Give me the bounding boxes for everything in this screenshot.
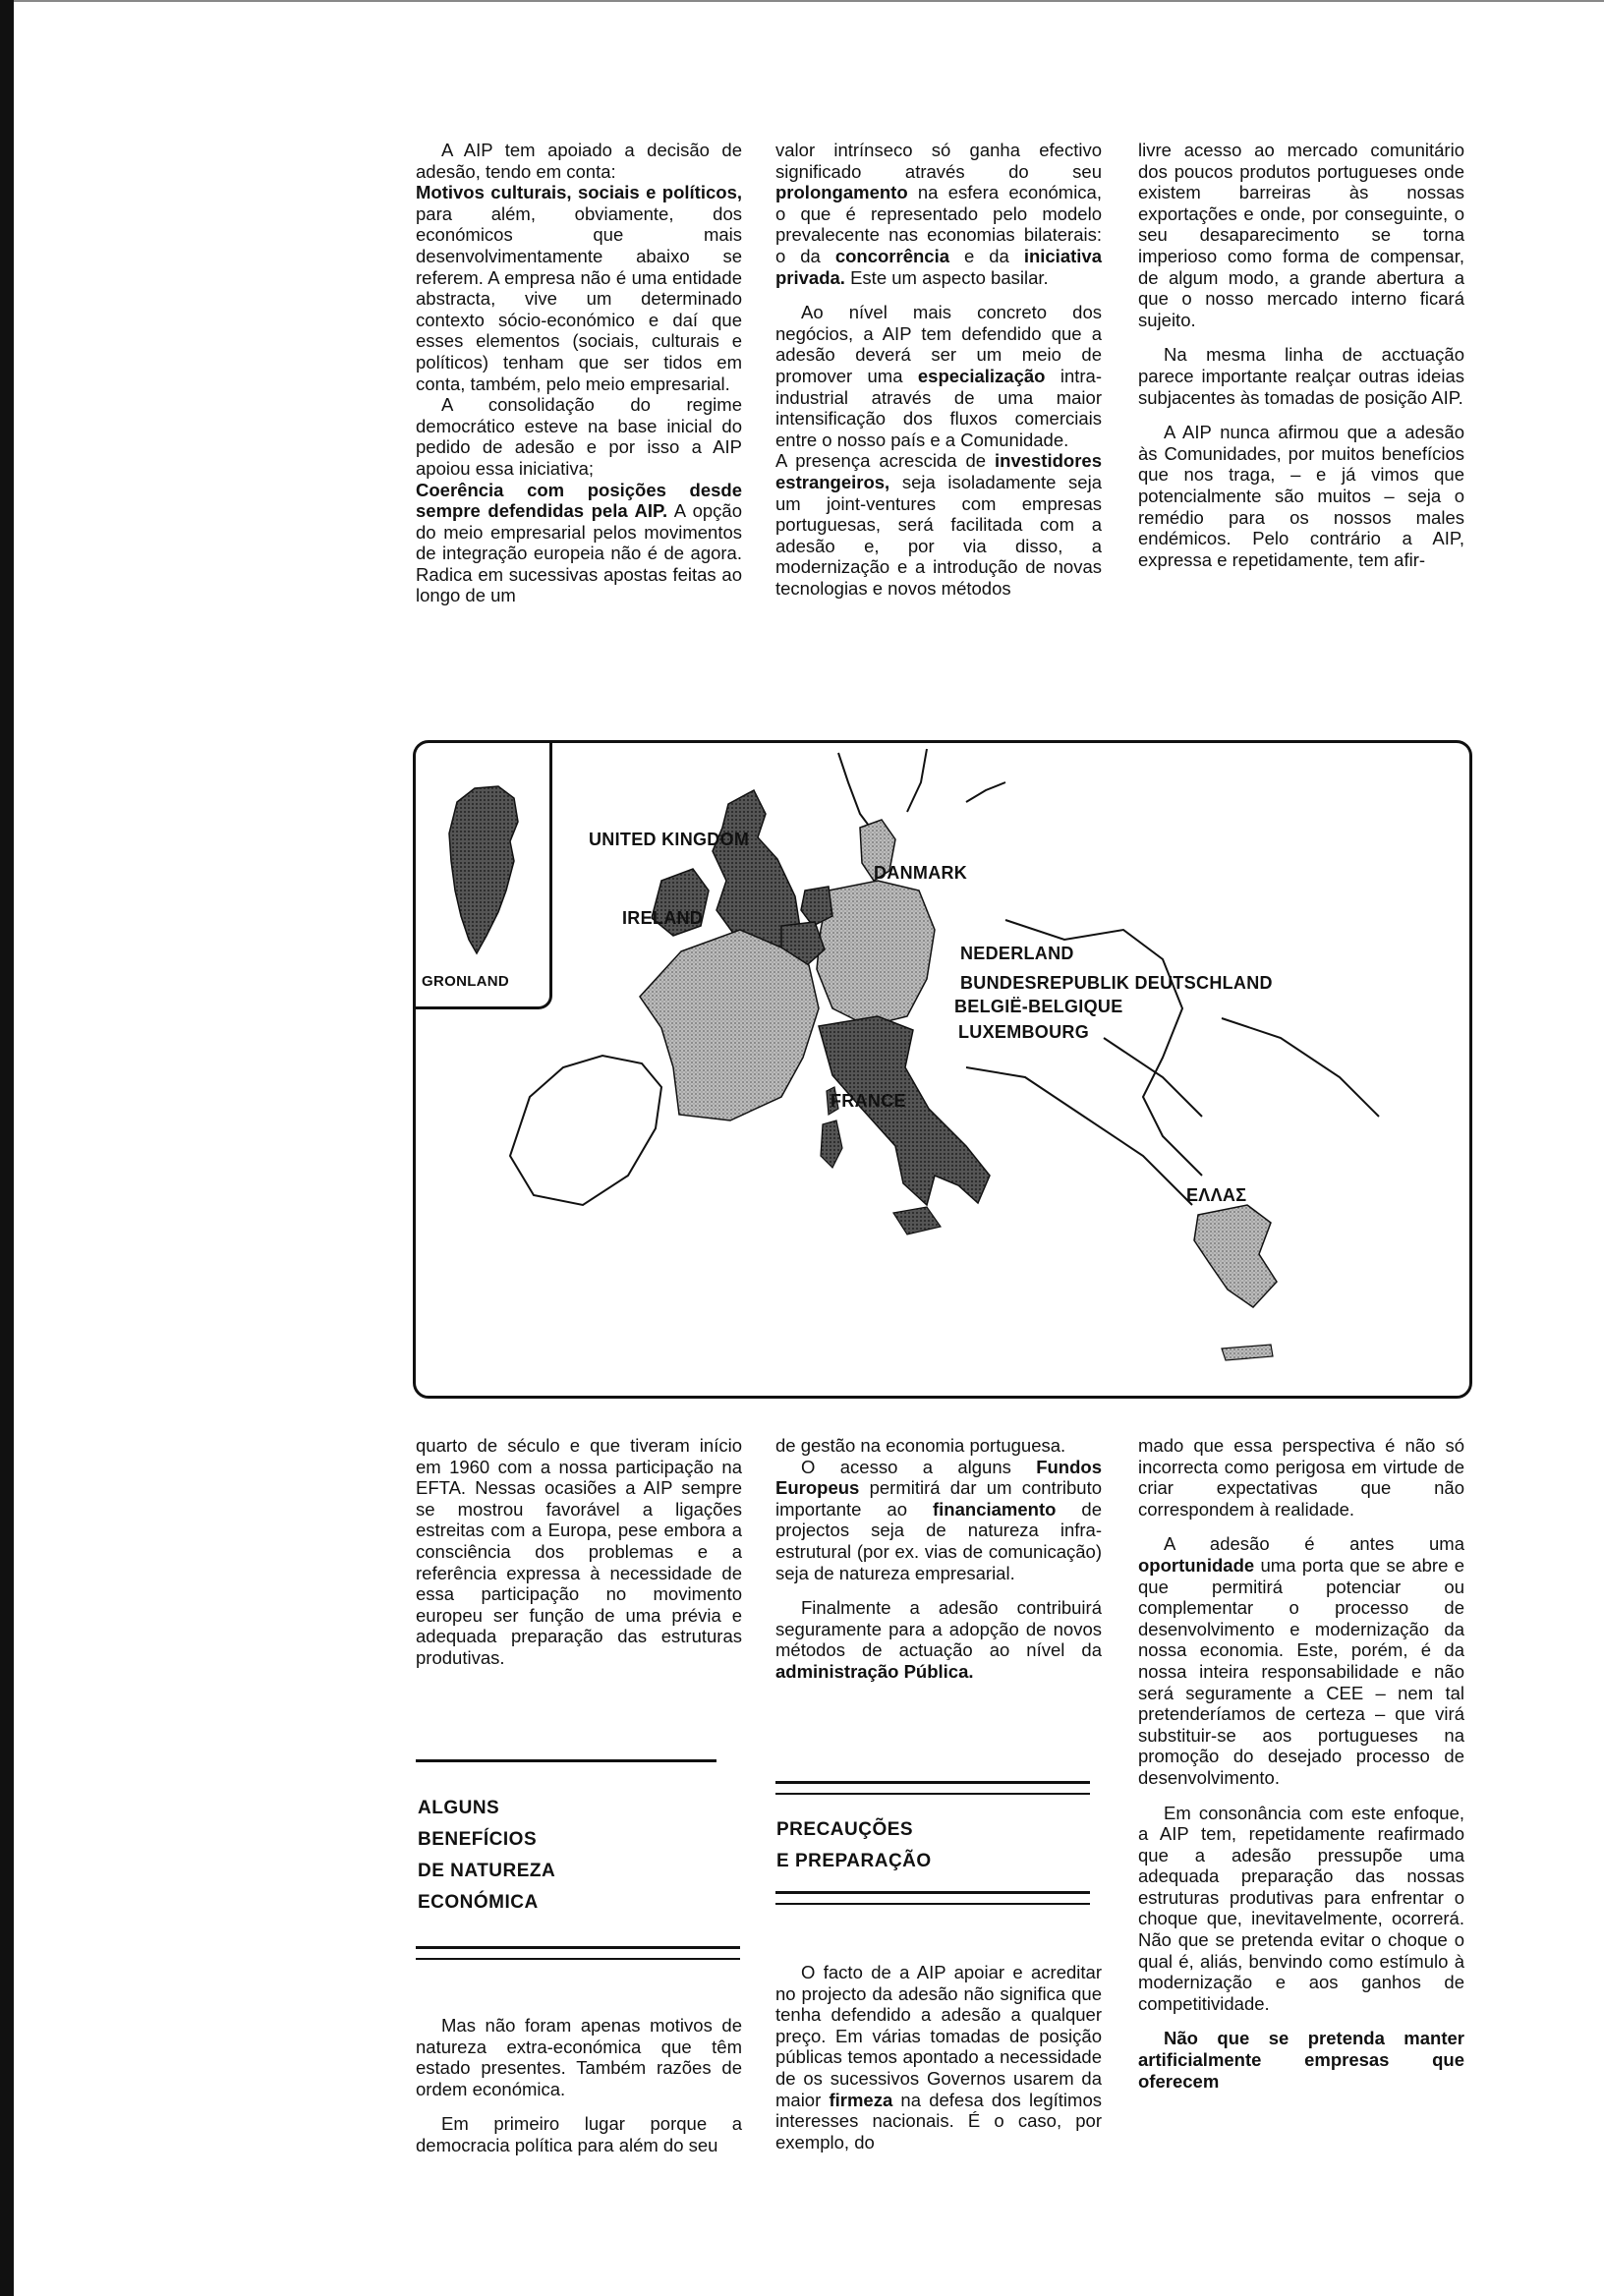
heading-line: E PREPARAÇÃO [776,1851,932,1871]
column-bottom-right [1138,1435,1464,2092]
paragraph [416,1435,742,1669]
text-run: oportunidade [1138,1554,1255,1576]
heading-line: DE NATUREZA [418,1861,556,1881]
text-run: Em primeiro lugar porque a democracia política para além do seu [416,2113,742,2155]
text-run: mado que essa perspectiva é não só incorrecta como perigosa em virtude de criar expectativas que não correspondem à realidade. [1138,1435,1464,1520]
text-run: iniciativa privada. [775,245,1102,288]
paragraph [775,450,1102,599]
text-run: na esfera económica, o que é representado pelo modelo prevalecente nas economias bilaterais: o da [775,182,1102,266]
paragraph [1138,1803,1464,2015]
text-run: na defesa dos legítimos interesses nacionais. É o caso, por exemplo, do [775,2089,1102,2152]
balkans-outline [966,1038,1202,1205]
map-label-deutschland: BUNDESREPUBLIK DEUTSCHLAND [960,973,1273,993]
paragraph [416,2113,742,2155]
paragraph [1138,140,1464,330]
heading-line: ECONÓMICA [418,1892,539,1913]
sicily-shape [893,1207,941,1234]
text-run: prolongamento [775,182,908,203]
text-run: Em consonância com este enfoque, a AIP tem, repetidamente reafirmado que a adesão pressupõe uma adequada preparação das nossas estruturas produtivas para enfrentar o choque que, inevitavelmente, ocorrerá. Não que se pretenda evitar o choque o qual é, aliás, benvindo como estímulo à modernização e aos ganhos de competitividade. [1138,1802,1464,2014]
text-run: para além, obviamente, dos económicos que mais desenvolvimentamente abaixo se referem. A empresa não é uma entidade abstracta, vive um determinado contexto sócio-económico e daí que esses elementos (sociais, culturais e políticos) tenham que ser tidos em conta, também, pelo meio empresarial. [416,202,742,394]
paragraph [416,182,742,394]
text-run: valor intrínseco só ganha efectivo significado através do seu [775,140,1102,182]
text-run: A AIP tem apoiado a decisão de adesão, tendo em conta: [416,140,742,182]
paragraph [416,140,742,182]
column-bottom-left-a [416,1435,742,1669]
column-top-right [1138,140,1464,570]
iberia-outline [510,1056,661,1205]
paragraph [775,1435,1102,1457]
text-run: Não que se pretenda manter artificialmente empresas que oferecem [1138,2028,1464,2092]
heading-rule-bottom-beneficios [416,1946,740,1949]
text-run: quarto de século e que tiveram início em 1960 com a nossa participação na EFTA. Nessas ocasiões a AIP sempre se mostrou favorável a ligações estreitas com a Europa, pese embora a consciência dos problemas e a referência expressa à necessidade de essa participação no movimento europeu ser função de uma prévia e adequada preparação das estruturas produtivas. [416,1435,742,1668]
map-label-belgie: BELGIË-BELGIQUE [954,997,1123,1016]
paragraph [1138,344,1464,408]
europe-map [413,740,1472,1399]
text-run: Motivos culturais, sociais e políticos, [416,182,742,203]
text-run: A AIP nunca afirmou que a adesão às Comunidades, por muitos benefícios que nos traga, – e já vimos que potencialmente são muitos – seja o remédio para os nossos males endémicos. Pelo contrário a AIP, expressa e repetidamente, tem afir- [1138,422,1464,570]
text-run: A consolidação do regime democrático esteve na base inicial do pedido de adesão e por isso a AIP apoiou essa iniciativa; [416,394,742,479]
heading-rule-bottom-precaucoes [775,1891,1090,1894]
heading-rule-top-precaucoes-2 [775,1793,1090,1795]
text-run: permitirá dar um contributo importante ao [775,1477,1102,1520]
heading-line: BENEFÍCIOS [418,1829,538,1850]
paragraph [775,1597,1102,1682]
france-shape [640,930,819,1120]
paragraph [1138,2028,1464,2092]
heading-rule-bottom-beneficios-2 [416,1958,740,1960]
text-run: firmeza [829,2089,893,2110]
map-label-ireland: IRELAND [622,908,704,928]
text-run: A adesão é antes uma [1164,1533,1464,1555]
text-run: Ao nível mais concreto dos negócios, a AIP tem defendido que a adesão deverá ser um meio de promover uma [775,302,1102,386]
text-run: O acesso a alguns [801,1456,1037,1477]
text-run: A opção do meio empresarial pelos movimentos de integração europeia não é de agora. Radica em sucessivas apostas feitas ao longo de um [416,500,742,606]
column-top-middle [775,140,1102,599]
column-top-left [416,140,742,606]
paragraph [416,394,742,479]
text-run: uma porta que se abre e que permitirá potenciar ou complementar o processo de desenvolvimento e modernização da nossa economia. Este, porém, é da nossa inteira responsabilidade e não será seguramente a CEE – nem tal pretenderíamos de certeza – que virá substituir-se aos portugueses na promoção do desejado processo de desenvolvimento. [1138,1554,1464,1788]
map-label-france: FRANCE [831,1091,906,1111]
heading-rule-top-precaucoes [775,1781,1090,1784]
map-label-danmark: DANMARK [874,863,968,883]
greenland-inset-frame [416,743,552,1009]
text-run: Fundos Europeus [775,1456,1102,1499]
text-run: Finalmente a adesão contribuirá seguramente para a adopção de novos métodos de actuação ao nível da [775,1597,1102,1661]
text-run: O facto de a AIP apoiar e acreditar no projecto da adesão não significa que tenha defendido a adesão a qualquer preço. Em várias tomadas de posição públicas temos apontado a necessidade de os sucessivos Governos usarem da maior [775,1962,1102,2110]
heading-rule-top-beneficios [416,1759,716,1762]
map-label-nederland: NEDERLAND [960,944,1074,963]
scan-top-edge [14,0,1604,2]
heading-rule-bottom-precaucoes-2 [775,1903,1090,1905]
scan-edge [0,0,14,2296]
heading-precaucoes [776,1814,1091,1877]
text-run: seja isoladamente seja um joint-ventures com empresas portuguesas, será facilitada com a adesão e, por via disso, a modernização e a introdução de novas tecnologias e novos métodos [775,471,1102,599]
paragraph [775,302,1102,450]
paragraph [775,140,1102,288]
text-run: de projectos seja de natureza infra-estrutural (por ex. vias de comunicação) seja de natureza empresarial. [775,1498,1103,1583]
text-run: financiamento [933,1498,1057,1520]
column-bottom-middle-b [775,1962,1102,2152]
europe-map-drawing [416,743,1469,1396]
map-label-luxembourg: LUXEMBOURG [958,1022,1089,1042]
text-run: administração Pública. [775,1660,974,1682]
germany-shape [817,881,935,1026]
text-run: especialização [917,365,1046,386]
text-run: Mas não foram apenas motivos de natureza extra-económica que têm estado presentes. Também razões de ordem económica. [416,2015,742,2099]
text-run: investidores estrangeiros, [775,450,1102,492]
text-run: A presença acrescida de [775,450,995,472]
column-bottom-middle-a [775,1435,1102,1683]
column-bottom-left-b [416,2015,742,2156]
paragraph [1138,422,1464,570]
text-run: Coerência com posições desde sempre defendidas pela AIP. [416,479,742,522]
paragraph [1138,1435,1464,1520]
text-run: concorrência [834,245,950,266]
paragraph [775,1962,1102,2152]
sardinia-shape [821,1120,842,1168]
greece-shape [1194,1205,1277,1307]
text-run: livre acesso ao mercado comunitário dos poucos produtos portugueses onde existem barreiras às nossas exportações e onde, por conseguinte, o seu desaparecimento se torna imperioso como forma de compensar, de algum modo, a grande abertura a que o nosso mercado interno ficará sujeito. [1138,140,1464,330]
crete-shape [1222,1345,1273,1360]
paragraph [775,1457,1102,1584]
text-run: intra-industrial através de uma maior intensificação dos fluxos comerciais entre o nosso país e a Comunidade. [775,365,1102,450]
paragraph [416,480,742,607]
paragraph [416,2015,742,2099]
heading-line: ALGUNS [418,1798,500,1818]
map-label-united-kingdom: UNITED KINGDOM [589,830,750,849]
heading-beneficios [418,1793,732,1919]
heading-line: PRECAUÇÕES [776,1819,914,1840]
paragraph [1138,1533,1464,1788]
map-label-gronland: GRONLAND [422,973,510,990]
text-run: Na mesma linha de acctuação parece importante realçar outras ideias subjacentes às tomadas de posição AIP. [1138,344,1464,408]
text-run: de gestão na economia portuguesa. [775,1435,1066,1456]
map-label-ellas: ΕΛΛΑΣ [1186,1185,1247,1205]
text-run: e da [949,245,1024,266]
text-run: Este um aspecto basilar. [844,266,1049,288]
